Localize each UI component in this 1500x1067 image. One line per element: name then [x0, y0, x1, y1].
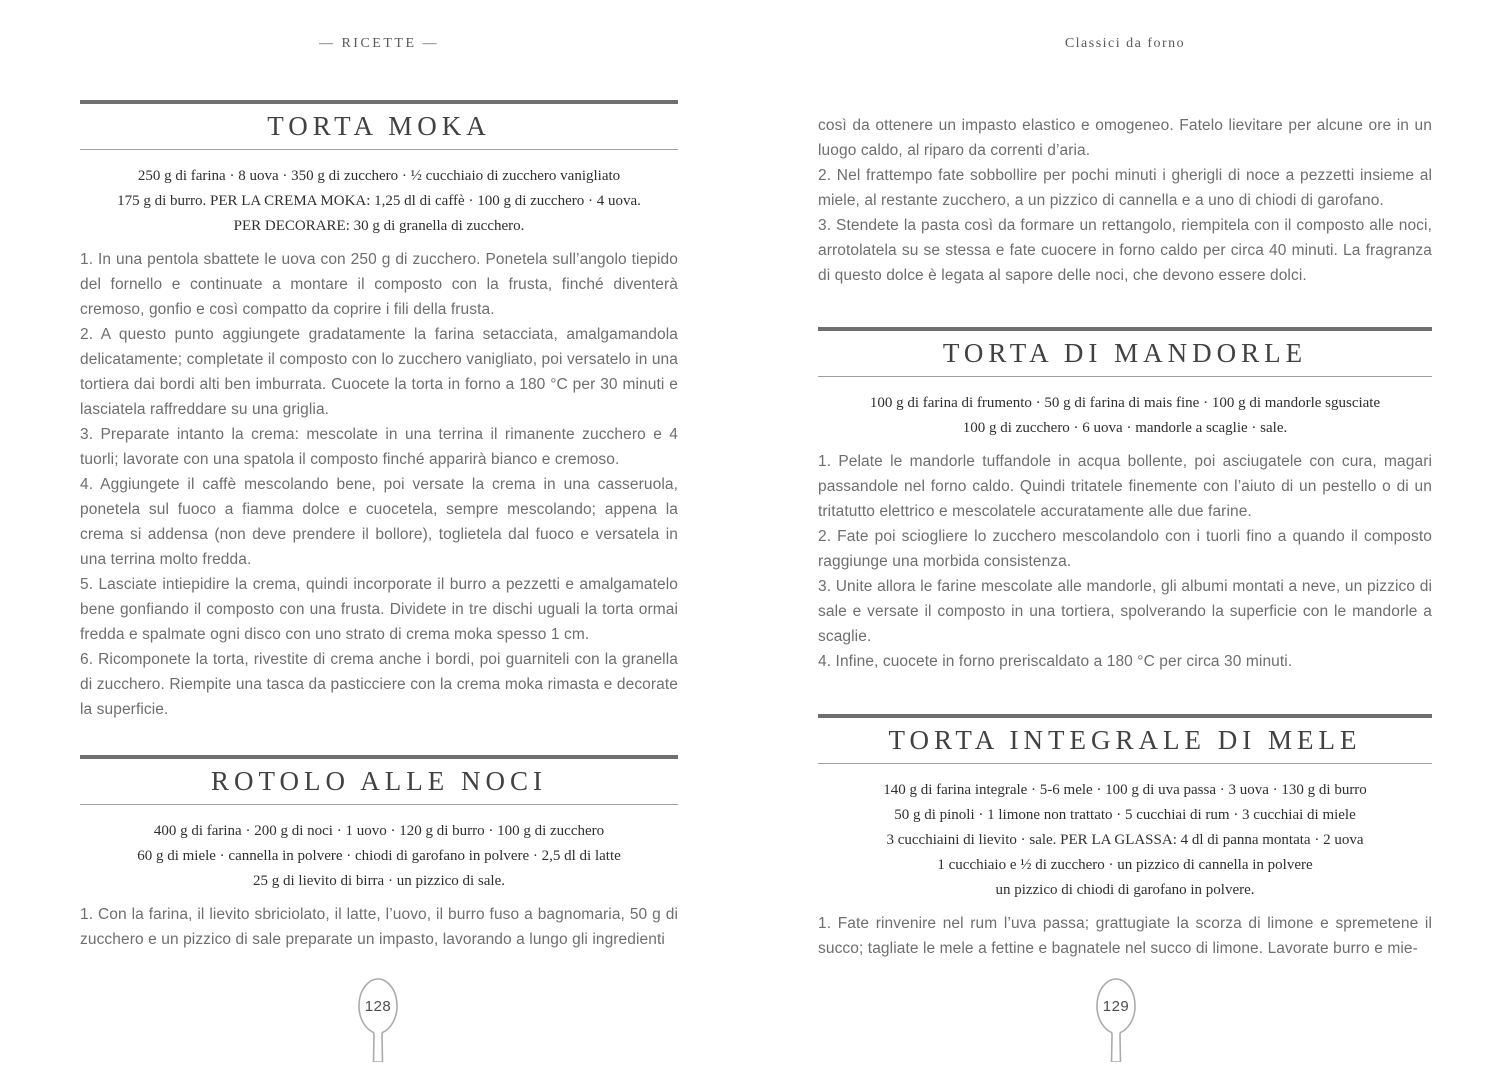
recipe-step: 5. Lasciate intiepidire la crema, quindi incorporate il burro a pezzetti e amalgamatelo bene gonfiando il composto con una frusta. Dividete in tre dischi uguali la torta ormai fredda e spalmate ogni disco con uno strato di crema moka spesso 1 cm.: [80, 576, 678, 643]
ingredient-line: 50 g di pinoli · 1 limone non trattato · 5 cucchiai di rum · 3 cucchiai di miele: [894, 807, 1356, 823]
ingredient-line: un pizzico di chiodi di garofano in polvere.: [995, 882, 1255, 898]
steps-torta-integrale-di-mele: [818, 911, 1432, 961]
recipe-heading-torta-integrale-di-mele: [818, 714, 1432, 764]
recipe-step: 3. Stendete la pasta così da formare un rettangolo, riempitela con il composto alle noci, arrotolatela su se stessa e fate cuocere in forno caldo per circa 40 minuti. La fragranza di questo dolce è legata al sapore delle noci, che devono essere dolci.: [818, 217, 1432, 284]
recipe-step: 3. Preparate intanto la crema: mescolate in una terrina il rimanente zucchero e 4 tuorli; lavorate con una spatola il composto finché apparirà bianco e cremoso.: [80, 426, 678, 468]
page-number-left: 128: [364, 998, 392, 1015]
ingredient-line: 1 cucchiaio e ½ di zucchero · un pizzico di cannella in polvere: [937, 857, 1313, 873]
recipe-step: 1. Pelate le mandorle tuffandole in acqua bollente, poi asciugatele con cura, magari passandole nel forno caldo. Quindi tritatele finemente con l’aiuto di un pestello o di un tritatutto elettrico e mescolatele accuratamente alle due farine.: [818, 453, 1432, 520]
spoon-icon: [1084, 976, 1148, 1062]
recipe-heading-rotolo-alle-noci: [80, 755, 678, 805]
page-number-right: 129: [1102, 998, 1130, 1015]
ingredient-line: 3 cucchiaini di lievito · sale. PER LA GLASSA: 4 dl di panna montata · 2 uova: [886, 832, 1364, 848]
ingredient-line: 400 g di farina · 200 g di noci · 1 uovo · 120 g di burro · 100 g di zucchero: [153, 823, 605, 839]
left-page: [80, 0, 678, 952]
recipe-title: ROTOLO ALLE NOCI: [211, 766, 547, 796]
steps-torta-di-mandorle: [818, 449, 1432, 674]
ingredients-torta-integrale-di-mele: [818, 778, 1432, 903]
recipe-heading-torta-moka: [80, 100, 678, 150]
left-running-head: — RICETTE —: [318, 36, 440, 51]
recipe-step: 6. Ricomponete la torta, rivestite di crema anche i bordi, poi guarniteli con la granella di zucchero. Riempite una tasca da pasticciere con la crema moka rimasta e decorate la superficie.: [80, 651, 678, 718]
ingredient-line: 25 g di lievito di birra · un pizzico di sale.: [252, 873, 506, 889]
ingredient-line: 250 g di farina · 8 uova · 350 g di zucchero · ½ cucchiaio di zucchero vanigliato: [137, 168, 621, 184]
recipe-step: così da ottenere un impasto elastico e omogeneo. Fatelo lievitare per alcune ore in un luogo caldo, al riparo da correnti d’aria.: [818, 117, 1432, 159]
spoon-page-marker-left: [346, 976, 410, 1062]
right-running-head: Classici da forno: [1064, 36, 1186, 51]
ingredient-line: 100 g di farina di frumento · 50 g di farina di mais fine · 100 g di mandorle sgusciate: [869, 395, 1381, 411]
recipe-step: 1. Fate rinvenire nel rum l’uva passa; grattugiate la scorza di limone e spremetene il succo; tagliate le mele a fettine e bagnatele nel succo di limone. Lavorate burro e mie-: [818, 915, 1432, 957]
ingredient-line: 60 g di miele · cannella in polvere · chiodi di garofano in polvere · 2,5 dl di latte: [137, 848, 621, 864]
ingredients-rotolo-alle-noci: [80, 819, 678, 894]
recipe-step: 2. Nel frattempo fate sobbollire per pochi minuti i gherigli di noce a pezzetti insieme al miele, al restante zucchero, a un pizzico di cannella e a uno di chiodi di garofano.: [818, 167, 1432, 209]
recipe-step: 4. Aggiungete il caffè mescolando bene, poi versate la crema in una casseruola, ponetela sul fuoco a fiamma dolce e cuocetela, sempre mescolando; appena la crema si addensa (non deve prendere il bollore), toglietela dal fuoco e versatela in una terrina molto fredda.: [80, 476, 678, 568]
recipe-heading-torta-di-mandorle: [818, 327, 1432, 377]
ingredient-line: 140 g di farina integrale · 5-6 mele · 100 g di uva passa · 3 uova · 130 g di burro: [883, 782, 1367, 798]
ingredient-line: PER DECORARE: 30 g di granella di zucchero.: [233, 218, 525, 234]
ingredient-line: 100 g di zucchero · 6 uova · mandorle a scaglie · sale.: [962, 420, 1288, 436]
recipe-step: 1. Con la farina, il lievito sbriciolato, il latte, l’uovo, il burro fuso a bagnomaria, 50 g di zucchero e un pizzico di sale preparate un impasto, lavorando a lungo gli ingredienti: [80, 906, 678, 948]
spoon-page-marker-right: [1084, 976, 1148, 1062]
ingredients-torta-di-mandorle: [818, 391, 1432, 441]
steps-torta-moka: [80, 247, 678, 722]
recipe-title: TORTA INTEGRALE DI MELE: [888, 725, 1362, 755]
recipe-step: 1. In una pentola sbattete le uova con 250 g di zucchero. Ponetela sull’angolo tiepido del fornello e continuate a montare il composto con la frusta, finché diventerà cremoso, gonfio e così compatto da coprire i fili della frusta.: [80, 251, 678, 318]
recipe-step: 3. Unite allora le farine mescolate alle mandorle, gli albumi montati a neve, un pizzico di sale e versate il composto in una tortiera, spolverando la superficie con le mandorle a scaglie.: [818, 578, 1432, 645]
continuation-rotolo-alle-noci: [818, 113, 1432, 288]
recipe-step: 2. Fate poi sciogliere lo zucchero mescolandolo con i tuorli fino a quando il composto raggiunge una morbida consistenza.: [818, 528, 1432, 570]
ingredient-line: 175 g di burro. PER LA CREMA MOKA: 1,25 dl di caffè · 100 g di zucchero · 4 uova.: [117, 193, 641, 209]
recipe-step: 4. Infine, cuocete in forno preriscaldato a 180 °C per circa 30 minuti.: [818, 653, 1293, 670]
right-page: [818, 0, 1432, 961]
ingredients-torta-moka: [80, 164, 678, 239]
spoon-icon: [346, 976, 410, 1062]
steps-rotolo-alle-noci: [80, 902, 678, 952]
recipe-title: TORTA DI MANDORLE: [942, 338, 1308, 368]
recipe-step: 2. A questo punto aggiungete gradatamente la farina setacciata, amalgamandola delicatamente; completate il composto con lo zucchero vanigliato, poi versatelo in una tortiera dai bordi alti ben imburrata. Cuocete la torta in forno a 180 °C per 30 minuti e lasciatela raffreddare su una griglia.: [80, 326, 678, 418]
recipe-title: TORTA MOKA: [267, 111, 491, 141]
